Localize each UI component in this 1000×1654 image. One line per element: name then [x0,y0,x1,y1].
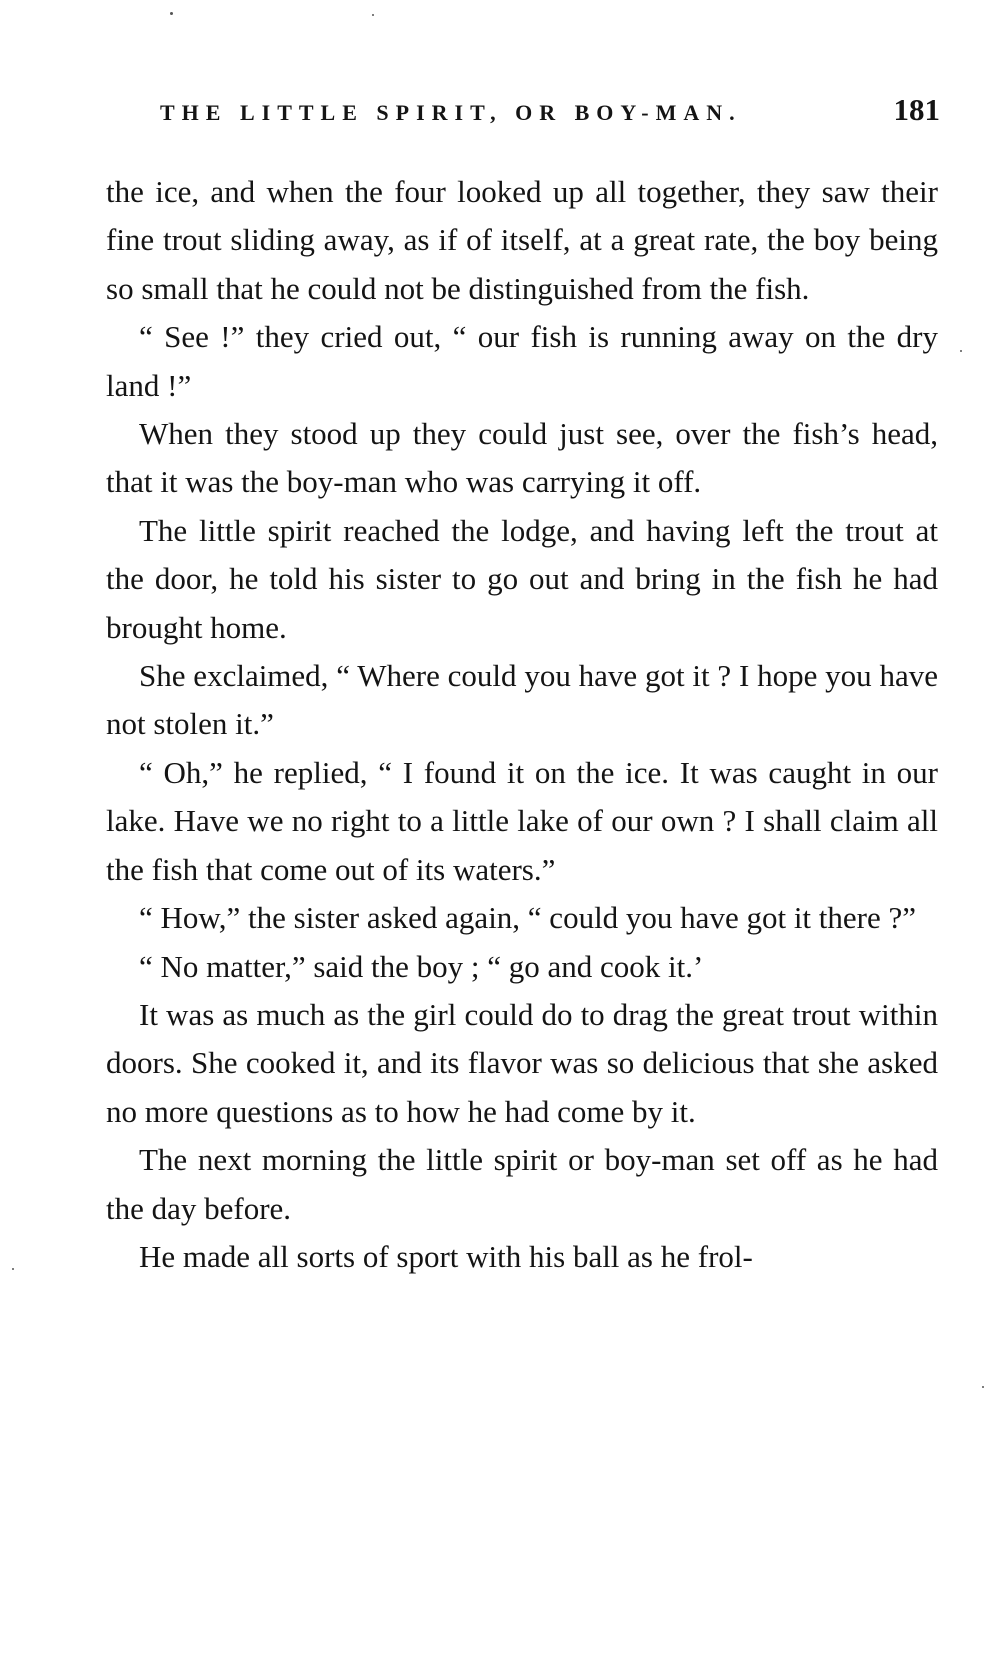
paragraph: “ See !” they cried out, “ our fish is running away on the dry land !” [106,319,938,403]
paragraph: She exclaimed, “ Where could you have got it ? I hope you have not stolen it.” [106,658,938,742]
print-speck [12,1268,14,1270]
paragraph: The little spirit reached the lodge, and having left the trout at the door, he told his sister to go out and bring in the fish he had brought home. [106,512,938,645]
paragraph: It was as much as the girl could do to drag the great trout within doors. She cooked it, and its flavor was so delicious that she asked no more questions as to how he had come by it. [106,996,938,1129]
running-title: THE LITTLE SPIRIT, OR BOY-MAN. [160,100,742,125]
body-text [106,168,938,1281]
print-speck [982,1386,984,1388]
paragraph: “ Oh,” he replied, “ I found it on the ice. It was caught in our lake. Have we no right to a little lake of our own ? I shall claim all the fish that come out of its waters.” [106,754,938,887]
paragraph: He made all sorts of sport with his ball as he frol- [139,1238,753,1274]
paragraph: the ice, and when the four looked up all together, they saw their fine trout sliding away, as if of itself, at a great rate, the boy being so small that he could not be distinguished from the fish. [106,174,938,306]
paragraph: The next morning the little spirit or boy-man set off as he had the day before. [106,1142,938,1226]
print-speck [960,350,962,352]
print-speck [170,12,173,15]
paragraph: When they stood up they could just see, over the fish’s head, that it was the boy-man who was carrying it off. [106,416,938,500]
page-number: 181 [893,92,940,127]
paragraph: “ How,” the sister asked again, “ could you have got it there ?” [139,900,917,936]
print-speck [372,14,374,16]
paragraph: “ No matter,” said the boy ; “ go and cook it.’ [139,948,704,984]
running-head [160,92,940,136]
